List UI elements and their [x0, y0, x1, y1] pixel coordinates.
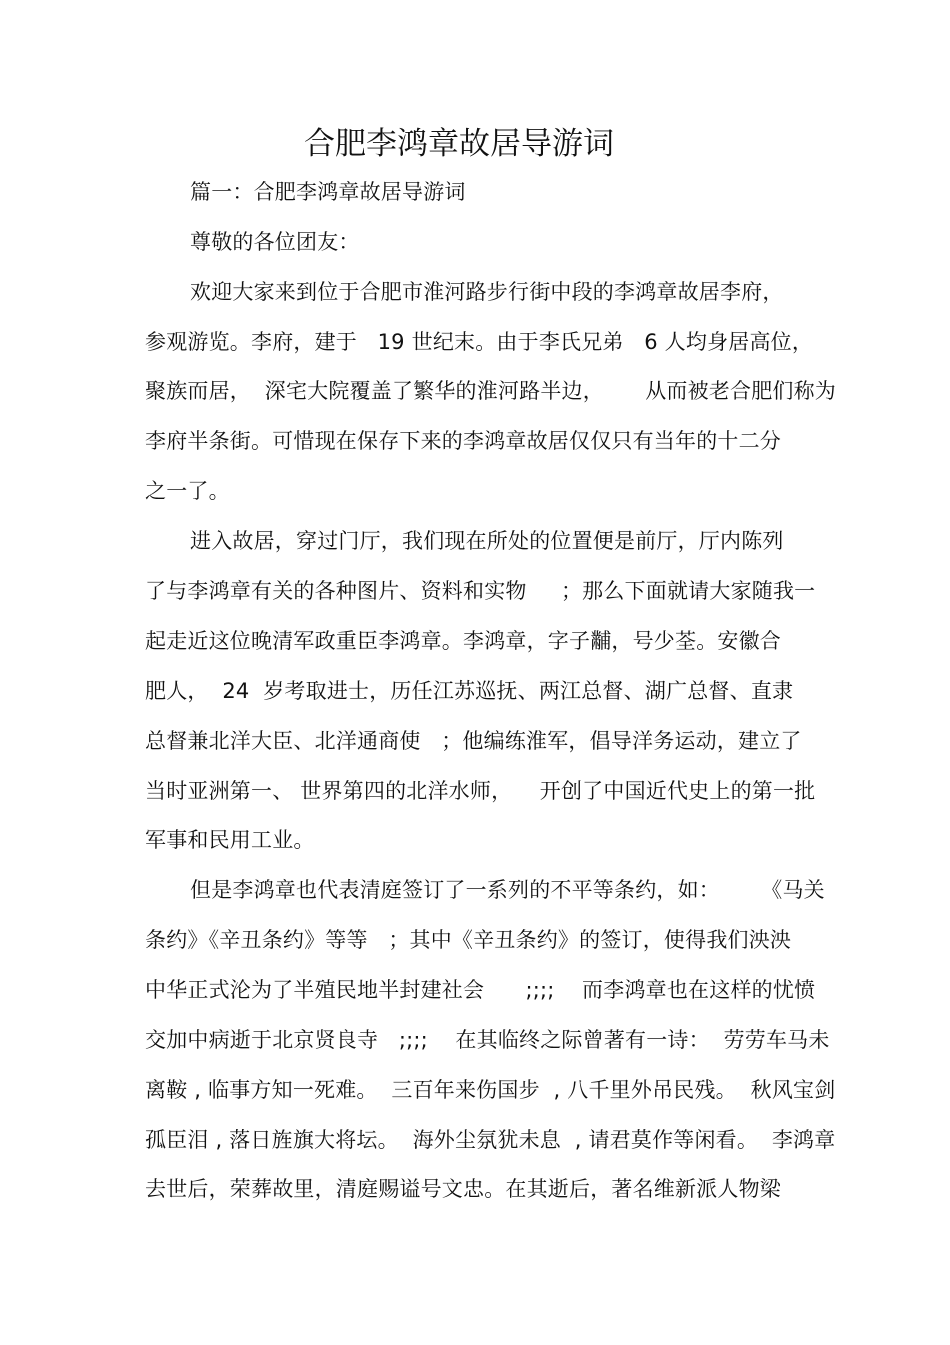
paragraph-line: 总督兼北洋大臣、北洋通商使 ；他编练淮军，倡导洋务运动，建立了 — [145, 729, 802, 753]
paragraph-line: 之一了。 — [145, 479, 230, 503]
paragraph-line: 欢迎大家来到位于合肥市淮河路步行街中段的李鸿章故居李府， — [190, 280, 784, 304]
document-title: 合肥李鸿章故居导游词 — [304, 126, 614, 162]
paragraph-line: 中华正式沦为了半殖民地半封建社会 ;;;; 而李鸿章也在这样的忧愤 — [145, 978, 816, 1002]
paragraph-line: 军事和民用工业。 — [145, 828, 315, 852]
paragraph-line: 了与李鸿章有关的各种图片、资料和实物 ；那么下面就请大家随我一 — [145, 579, 816, 603]
paragraph-line: 聚族而居， 深宅大院覆盖了繁华的淮河路半边， 从而被老合肥们称为 — [145, 379, 836, 403]
section-heading: 篇一：合肥李鸿章故居导游词 — [190, 180, 466, 204]
paragraph-line: 条约》《辛丑条约》等等 ；其中《辛丑条约》的签订，使得我们泱泱 — [145, 928, 792, 952]
paragraph-line: 但是李鸿章也代表清庭签订了一系列的不平等条约，如： 《马关 — [190, 878, 825, 902]
paragraph-line: 进入故居，穿过门厅，我们现在所处的位置便是前厅，厅内陈列 — [190, 529, 784, 553]
paragraph-line: 肥人， 24 岁考取进士，历任江苏巡抚、两江总督、湖广总督、直隶 — [145, 679, 794, 703]
paragraph-line: 交加中病逝于北京贤良寺 ;;;; 在其临终之际曾著有一诗： 劳劳车马未 — [145, 1028, 830, 1052]
paragraph-line: 起走近这位晚清军政重臣李鸿章。李鸿章，字子黼，号少荃。安徽合 — [145, 629, 781, 653]
paragraph-line: 参观游览。李府，建于 19 世纪末。由于李氏兄弟 6 人均身居高位， — [145, 330, 814, 354]
paragraph-line: 孤臣泪 , 落日旌旗大将坛。 海外尘氛犹未息 , 请君莫作等闲看。 李鸿章 — [145, 1128, 836, 1152]
paragraph-line: 李府半条街。可惜现在保存下来的李鸿章故居仅仅只有当年的十二分 — [145, 429, 781, 453]
paragraph-line: 离鞍 , 临事方知一死难。 三百年来伤国步 , 八千里外吊民残。 秋风宝剑 — [145, 1078, 836, 1102]
paragraph-line: 去世后，荣葬故里，清庭赐谥号文忠。在其逝后，著名维新派人物梁 — [145, 1177, 781, 1201]
greeting-line: 尊敬的各位团友： — [190, 230, 360, 254]
paragraph-line: 当时亚洲第一、 世界第四的北洋水师， 开创了中国近代史上的第一批 — [145, 779, 816, 803]
